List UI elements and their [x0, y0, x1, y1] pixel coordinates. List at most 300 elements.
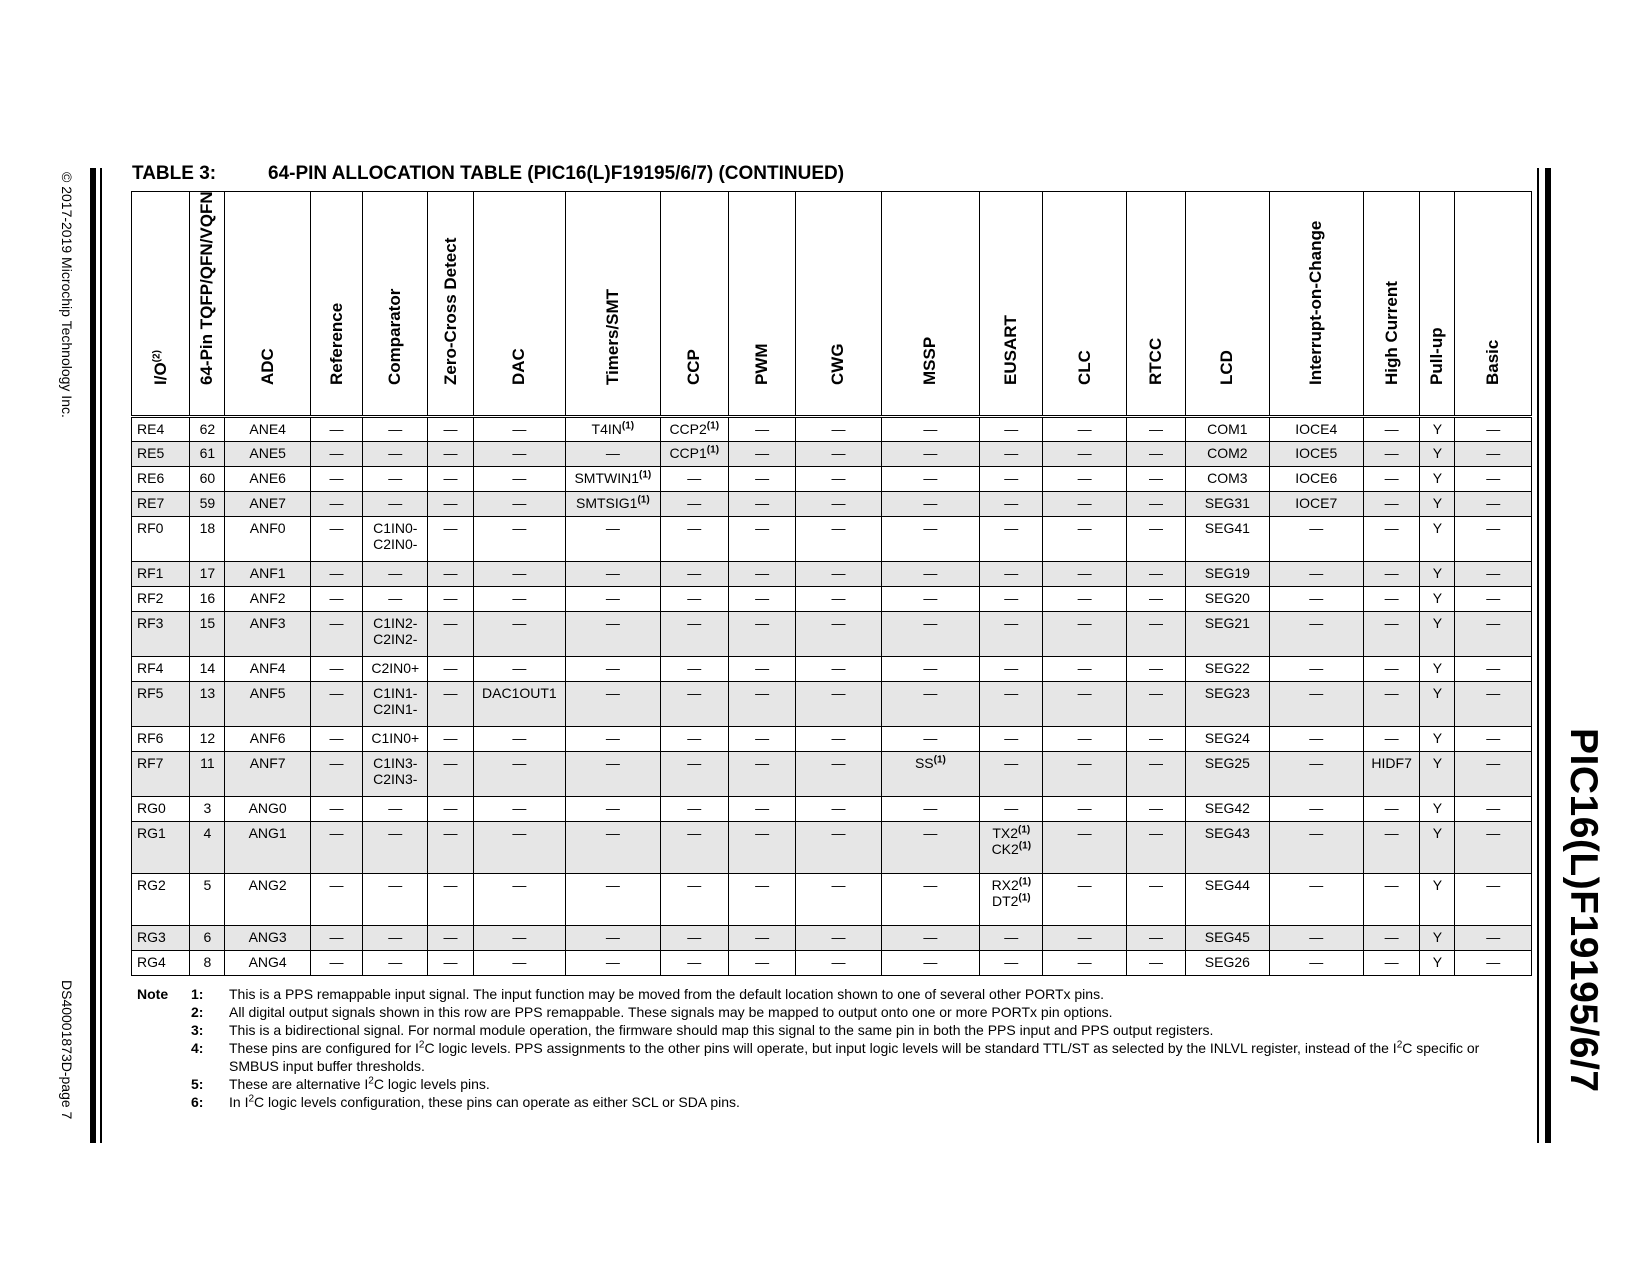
table-cell: IOCE6: [1269, 467, 1363, 492]
table-cell: —: [728, 752, 795, 797]
table-cell: —: [310, 727, 362, 752]
table-cell: 5: [190, 874, 225, 926]
column-header-label: Pull-up: [1427, 327, 1447, 385]
table-cell: —: [660, 951, 728, 976]
table-cell: —: [1126, 467, 1185, 492]
table-cell: ANG3: [225, 926, 310, 951]
table-body: [132, 417, 1532, 976]
table-cell: —: [1269, 727, 1363, 752]
pin-name-cell: RF0: [132, 517, 190, 562]
table-cell: —: [660, 727, 728, 752]
table-cell: —: [566, 727, 660, 752]
table-cell: —: [428, 467, 473, 492]
column-header: [660, 192, 728, 417]
table-cell: —: [1269, 657, 1363, 682]
column-header: [1126, 192, 1185, 417]
table-cell: SEG44: [1186, 874, 1269, 926]
table-cell: —: [728, 467, 795, 492]
table-cell: —: [796, 517, 881, 562]
pin-name-cell: RG4: [132, 951, 190, 976]
table-cell: —: [363, 822, 428, 874]
column-header-label: EUSART: [1001, 315, 1021, 385]
table-row: [132, 562, 1532, 587]
column-header-label: CCP: [684, 349, 704, 385]
table-cell: —: [473, 442, 565, 467]
table-cell: —: [473, 517, 565, 562]
table-cell: —: [796, 822, 881, 874]
table-cell: Y: [1420, 874, 1455, 926]
table-cell: —: [566, 797, 660, 822]
table-row: [132, 612, 1532, 657]
table-cell: —: [1269, 612, 1363, 657]
table-cell: ANF0: [225, 517, 310, 562]
column-header: [1269, 192, 1363, 417]
table-cell: —: [881, 682, 979, 727]
table-cell: —: [881, 797, 979, 822]
table-cell: —: [363, 874, 428, 926]
table-cell: —: [881, 492, 979, 517]
table-cell: —: [428, 874, 473, 926]
table-cell: 61: [190, 442, 225, 467]
table-cell: Y: [1420, 682, 1455, 727]
table-cell: —: [428, 492, 473, 517]
table-cell: Y: [1420, 797, 1455, 822]
table-caption: [132, 163, 844, 185]
table-cell: —: [881, 727, 979, 752]
table-cell: —: [1126, 822, 1185, 874]
table-cell: Y: [1420, 822, 1455, 874]
table-cell: —: [1043, 517, 1126, 562]
table-cell: —: [1364, 517, 1420, 562]
table-cell: DAC1OUT1: [473, 682, 565, 727]
table-cell: —: [566, 822, 660, 874]
table-cell: —: [1455, 874, 1532, 926]
table-cell: —: [1269, 682, 1363, 727]
table-cell: —: [1126, 417, 1185, 442]
table-cell: —: [881, 442, 979, 467]
column-header-label: Timers/SMT: [602, 288, 622, 385]
document-id: DS40001873D-page 7: [59, 980, 75, 1120]
table-cell: SEG21: [1186, 612, 1269, 657]
table-cell: —: [1043, 612, 1126, 657]
table-cell: —: [980, 727, 1043, 752]
table-cell: —: [363, 467, 428, 492]
table-cell: —: [310, 752, 362, 797]
table-cell: —: [728, 587, 795, 612]
table-cell: —: [1269, 926, 1363, 951]
table-row: [132, 926, 1532, 951]
pin-name-cell: RG2: [132, 874, 190, 926]
table-cell: —: [881, 467, 979, 492]
table-row: [132, 417, 1532, 442]
column-header-label: CLC: [1074, 350, 1094, 385]
note-item: [137, 1075, 1537, 1093]
table-cell: —: [796, 492, 881, 517]
column-header: [225, 192, 310, 417]
table-cell: —: [473, 612, 565, 657]
table-cell: —: [980, 612, 1043, 657]
table-cell: —: [566, 874, 660, 926]
table-cell: —: [428, 417, 473, 442]
table-cell: —: [1126, 727, 1185, 752]
table-cell: SEG24: [1186, 727, 1269, 752]
table-cell: —: [1269, 797, 1363, 822]
note-number: 5:: [191, 1076, 204, 1092]
table-cell: CCP2$^{(1)}$: [660, 417, 728, 442]
pin-name-cell: RF1: [132, 562, 190, 587]
table-cell: —: [310, 562, 362, 587]
table-cell: —: [728, 657, 795, 682]
table-cell: ANG2: [225, 874, 310, 926]
table-cell: —: [1043, 587, 1126, 612]
table-cell: —: [1126, 797, 1185, 822]
table-cell: —: [980, 587, 1043, 612]
table-cell: —: [566, 612, 660, 657]
table-cell: SEG19: [1186, 562, 1269, 587]
table-cell: —: [428, 797, 473, 822]
table-cell: —: [566, 657, 660, 682]
table-row: [132, 682, 1532, 727]
note-label: [137, 1093, 191, 1111]
column-header-label: Comparator: [385, 288, 405, 385]
column-header: [1455, 192, 1532, 417]
table-cell: —: [310, 951, 362, 976]
table-cell: —: [473, 822, 565, 874]
pin-name-cell: RF4: [132, 657, 190, 682]
note-text: These are alternative $I^2C$ logic levels pins.: [229, 1075, 490, 1092]
table-cell: —: [428, 612, 473, 657]
table-cell: SEG31: [1186, 492, 1269, 517]
table-cell: C1IN0+: [363, 727, 428, 752]
table-cell: Y: [1420, 587, 1455, 612]
table-row: [132, 492, 1532, 517]
table-cell: —: [660, 874, 728, 926]
table-cell: —: [1269, 562, 1363, 587]
table-cell: COM2: [1186, 442, 1269, 467]
table-cell: —: [473, 492, 565, 517]
table-cell: —: [796, 874, 881, 926]
table-cell: 13: [190, 682, 225, 727]
table-cell: —: [660, 587, 728, 612]
table-cell: IOCE4: [1269, 417, 1363, 442]
table-cell: Y: [1420, 562, 1455, 587]
table-cell: —: [1269, 517, 1363, 562]
table-cell: —: [660, 926, 728, 951]
table-cell: —: [1126, 752, 1185, 797]
table-cell: —: [1455, 682, 1532, 727]
table-cell: —: [428, 951, 473, 976]
pin-name-cell: RF2: [132, 587, 190, 612]
table-cell: —: [660, 612, 728, 657]
table-cell: —: [310, 417, 362, 442]
note-label: [137, 1075, 191, 1093]
table-cell: —: [980, 657, 1043, 682]
table-cell: 15: [190, 612, 225, 657]
table-cell: —: [1126, 517, 1185, 562]
table-cell: —: [1043, 442, 1126, 467]
table-cell: —: [1364, 657, 1420, 682]
table-cell: —: [473, 727, 565, 752]
table-cell: —: [881, 417, 979, 442]
table-cell: —: [1043, 417, 1126, 442]
table-cell: —: [310, 822, 362, 874]
table-cell: —: [1364, 926, 1420, 951]
table-cell: —: [1455, 822, 1532, 874]
column-header: [881, 192, 979, 417]
pin-name-cell: RF3: [132, 612, 190, 657]
table-cell: —: [660, 517, 728, 562]
table-cell: 4: [190, 822, 225, 874]
table-cell: SMTSIG1$^{(1)}$: [566, 492, 660, 517]
column-header-label: $I/O^{(2)}$: [150, 350, 170, 385]
table-cell: —: [1455, 797, 1532, 822]
table-cell: SMTWIN1$^{(1)}$: [566, 467, 660, 492]
table-cell: SEG20: [1186, 587, 1269, 612]
table-cell: —: [473, 752, 565, 797]
column-header-label: 64-Pin TQFP/QFN/VQFN: [197, 191, 217, 385]
table-cell: —: [1455, 417, 1532, 442]
table-cell: 12: [190, 727, 225, 752]
table-cell: —: [1364, 492, 1420, 517]
table-cell: SEG45: [1186, 926, 1269, 951]
table-cell: —: [1126, 951, 1185, 976]
table-cell: —: [796, 562, 881, 587]
note-item: [137, 985, 1537, 1003]
table-cell: —: [728, 682, 795, 727]
table-cell: —: [363, 417, 428, 442]
table-cell: C1IN0- C2IN0-: [363, 517, 428, 562]
table-row: [132, 951, 1532, 976]
table-cell: —: [1364, 682, 1420, 727]
table-cell: —: [1364, 612, 1420, 657]
table-cell: —: [428, 926, 473, 951]
note-number: 2:: [191, 1004, 204, 1020]
note-number: 6:: [191, 1094, 204, 1110]
table-cell: 8: [190, 951, 225, 976]
column-header: [132, 192, 190, 417]
table-cell: —: [796, 417, 881, 442]
right-border-thin: [1537, 168, 1539, 1143]
table-cell: —: [728, 822, 795, 874]
table-cell: ANF6: [225, 727, 310, 752]
table-cell: —: [310, 587, 362, 612]
column-header-label: Reference: [326, 302, 346, 385]
table-cell: —: [310, 442, 362, 467]
table-cell: —: [728, 727, 795, 752]
table-cell: —: [428, 682, 473, 727]
table-cell: —: [728, 417, 795, 442]
table-cell: ANG4: [225, 951, 310, 976]
table-cell: —: [310, 874, 362, 926]
table-cell: —: [363, 797, 428, 822]
table-cell: 62: [190, 417, 225, 442]
table-cell: 14: [190, 657, 225, 682]
table-cell: —: [363, 442, 428, 467]
table-row: [132, 797, 1532, 822]
table-cell: —: [428, 657, 473, 682]
table-cell: Y: [1420, 612, 1455, 657]
table-cell: —: [980, 442, 1043, 467]
table-cell: —: [881, 951, 979, 976]
table-cell: —: [1364, 797, 1420, 822]
table-cell: —: [473, 467, 565, 492]
table-cell: —: [1364, 417, 1420, 442]
table-cell: —: [1269, 951, 1363, 976]
table-cell: Y: [1420, 752, 1455, 797]
table-cell: —: [1455, 657, 1532, 682]
column-header-label: LCD: [1217, 350, 1237, 385]
table-cell: —: [728, 926, 795, 951]
table-cell: —: [1455, 587, 1532, 612]
table-cell: 11: [190, 752, 225, 797]
table-cell: —: [428, 727, 473, 752]
pin-allocation-table: [131, 191, 1532, 976]
table-cell: —: [473, 417, 565, 442]
table-row: [132, 587, 1532, 612]
table-cell: —: [980, 467, 1043, 492]
table-cell: ANE6: [225, 467, 310, 492]
table-cell: —: [796, 797, 881, 822]
table-cell: —: [1455, 517, 1532, 562]
table-cell: —: [881, 657, 979, 682]
table-cell: —: [310, 492, 362, 517]
table-cell: ANE4: [225, 417, 310, 442]
column-header-label: Zero-Cross Detect: [440, 237, 460, 385]
table-cell: C1IN2- C2IN2-: [363, 612, 428, 657]
table-cell: C1IN1- C2IN1-: [363, 682, 428, 727]
table-cell: —: [1043, 926, 1126, 951]
table-cell: —: [1455, 752, 1532, 797]
table-cell: —: [1364, 727, 1420, 752]
table-row: [132, 517, 1532, 562]
table-cell: —: [728, 442, 795, 467]
table-cell: —: [881, 587, 979, 612]
table-cell: —: [881, 612, 979, 657]
table-cell: Y: [1420, 417, 1455, 442]
table-cell: —: [473, 951, 565, 976]
note-text: This is a PPS remappable input signal. The input function may be moved from the default location shown to one of several other PORTx pins.: [229, 986, 1104, 1002]
table-header-row: [132, 192, 1532, 417]
table-cell: —: [473, 657, 565, 682]
table-row: [132, 442, 1532, 467]
note-item: [137, 1039, 1537, 1075]
table-cell: —: [1364, 951, 1420, 976]
table-cell: 17: [190, 562, 225, 587]
table-cell: —: [796, 442, 881, 467]
table-cell: —: [796, 612, 881, 657]
device-title: PIC16(L)F19195/6/7: [1562, 728, 1605, 1093]
table-cell: —: [1126, 562, 1185, 587]
table-cell: ANE5: [225, 442, 310, 467]
table-cell: —: [310, 612, 362, 657]
table-cell: —: [310, 926, 362, 951]
table-cell: —: [1043, 727, 1126, 752]
table-cell: —: [660, 682, 728, 727]
table-cell: —: [1364, 587, 1420, 612]
pin-name-cell: RE5: [132, 442, 190, 467]
table-cell: —: [796, 752, 881, 797]
table-cell: ANF2: [225, 587, 310, 612]
table-row: [132, 752, 1532, 797]
column-header: [473, 192, 565, 417]
note-text: These pins are configured for $I^2C$ logic levels. PPS assignments to the other pins will operate, but input logic levels will be standard TTL/ST as selected by the INLVL register, instead of the $I^2C$ specific or SMBUS input buffer thresholds.: [229, 1039, 1480, 1074]
right-border-thick: [1545, 168, 1551, 1143]
table-cell: —: [1043, 822, 1126, 874]
table-cell: —: [980, 951, 1043, 976]
table-cell: —: [728, 517, 795, 562]
pin-name-cell: RF7: [132, 752, 190, 797]
note-item: [137, 1093, 1537, 1111]
table-cell: —: [1043, 657, 1126, 682]
table-cell: —: [980, 492, 1043, 517]
pin-name-cell: RG0: [132, 797, 190, 822]
column-header: [1364, 192, 1420, 417]
table-cell: SEG43: [1186, 822, 1269, 874]
table-cell: ANE7: [225, 492, 310, 517]
table-cell: —: [728, 562, 795, 587]
pin-name-cell: RG1: [132, 822, 190, 874]
table-cell: —: [1043, 797, 1126, 822]
table-cell: —: [1364, 467, 1420, 492]
note-label: [137, 1039, 191, 1075]
column-header: [980, 192, 1043, 417]
table-cell: 18: [190, 517, 225, 562]
table-cell: —: [1043, 752, 1126, 797]
table-cell: —: [363, 587, 428, 612]
table-number: TABLE 3:: [132, 163, 217, 184]
table-cell: —: [1043, 467, 1126, 492]
note-text: This is a bidirectional signal. For normal module operation, the firmware should map this signal to the same pin in both the PPS input and PPS output registers.: [229, 1022, 1214, 1038]
note-number: 1:: [191, 986, 204, 1002]
table-cell: —: [1455, 442, 1532, 467]
note-label: [137, 1021, 191, 1039]
table-cell: —: [566, 517, 660, 562]
table-row: [132, 727, 1532, 752]
table-cell: —: [980, 682, 1043, 727]
table-cell: —: [428, 562, 473, 587]
table-cell: ANF5: [225, 682, 310, 727]
table-row: [132, 467, 1532, 492]
table-cell: Y: [1420, 727, 1455, 752]
table-cell: COM1: [1186, 417, 1269, 442]
table-cell: —: [980, 562, 1043, 587]
table-cell: —: [310, 657, 362, 682]
table-cell: —: [1455, 727, 1532, 752]
table-cell: T4IN$^{(1)}$: [566, 417, 660, 442]
column-header: [1043, 192, 1126, 417]
table-cell: 16: [190, 587, 225, 612]
column-header: [566, 192, 660, 417]
table-cell: —: [1126, 657, 1185, 682]
table-cell: —: [1364, 874, 1420, 926]
table-cell: C2IN0+: [363, 657, 428, 682]
table-cell: —: [1269, 752, 1363, 797]
table-cell: 6: [190, 926, 225, 951]
table-cell: —: [1126, 587, 1185, 612]
table-cell: —: [1126, 926, 1185, 951]
table-cell: —: [566, 562, 660, 587]
column-header-label: RTCC: [1146, 337, 1165, 385]
table-cell: Y: [1420, 951, 1455, 976]
table-cell: —: [1043, 492, 1126, 517]
table-row: [132, 874, 1532, 926]
table-cell: —: [310, 517, 362, 562]
table-cell: —: [1043, 682, 1126, 727]
table-cell: —: [566, 682, 660, 727]
table-cell: —: [428, 442, 473, 467]
table-cell: SS$^{(1)}$: [881, 752, 979, 797]
table-cell: —: [796, 657, 881, 682]
